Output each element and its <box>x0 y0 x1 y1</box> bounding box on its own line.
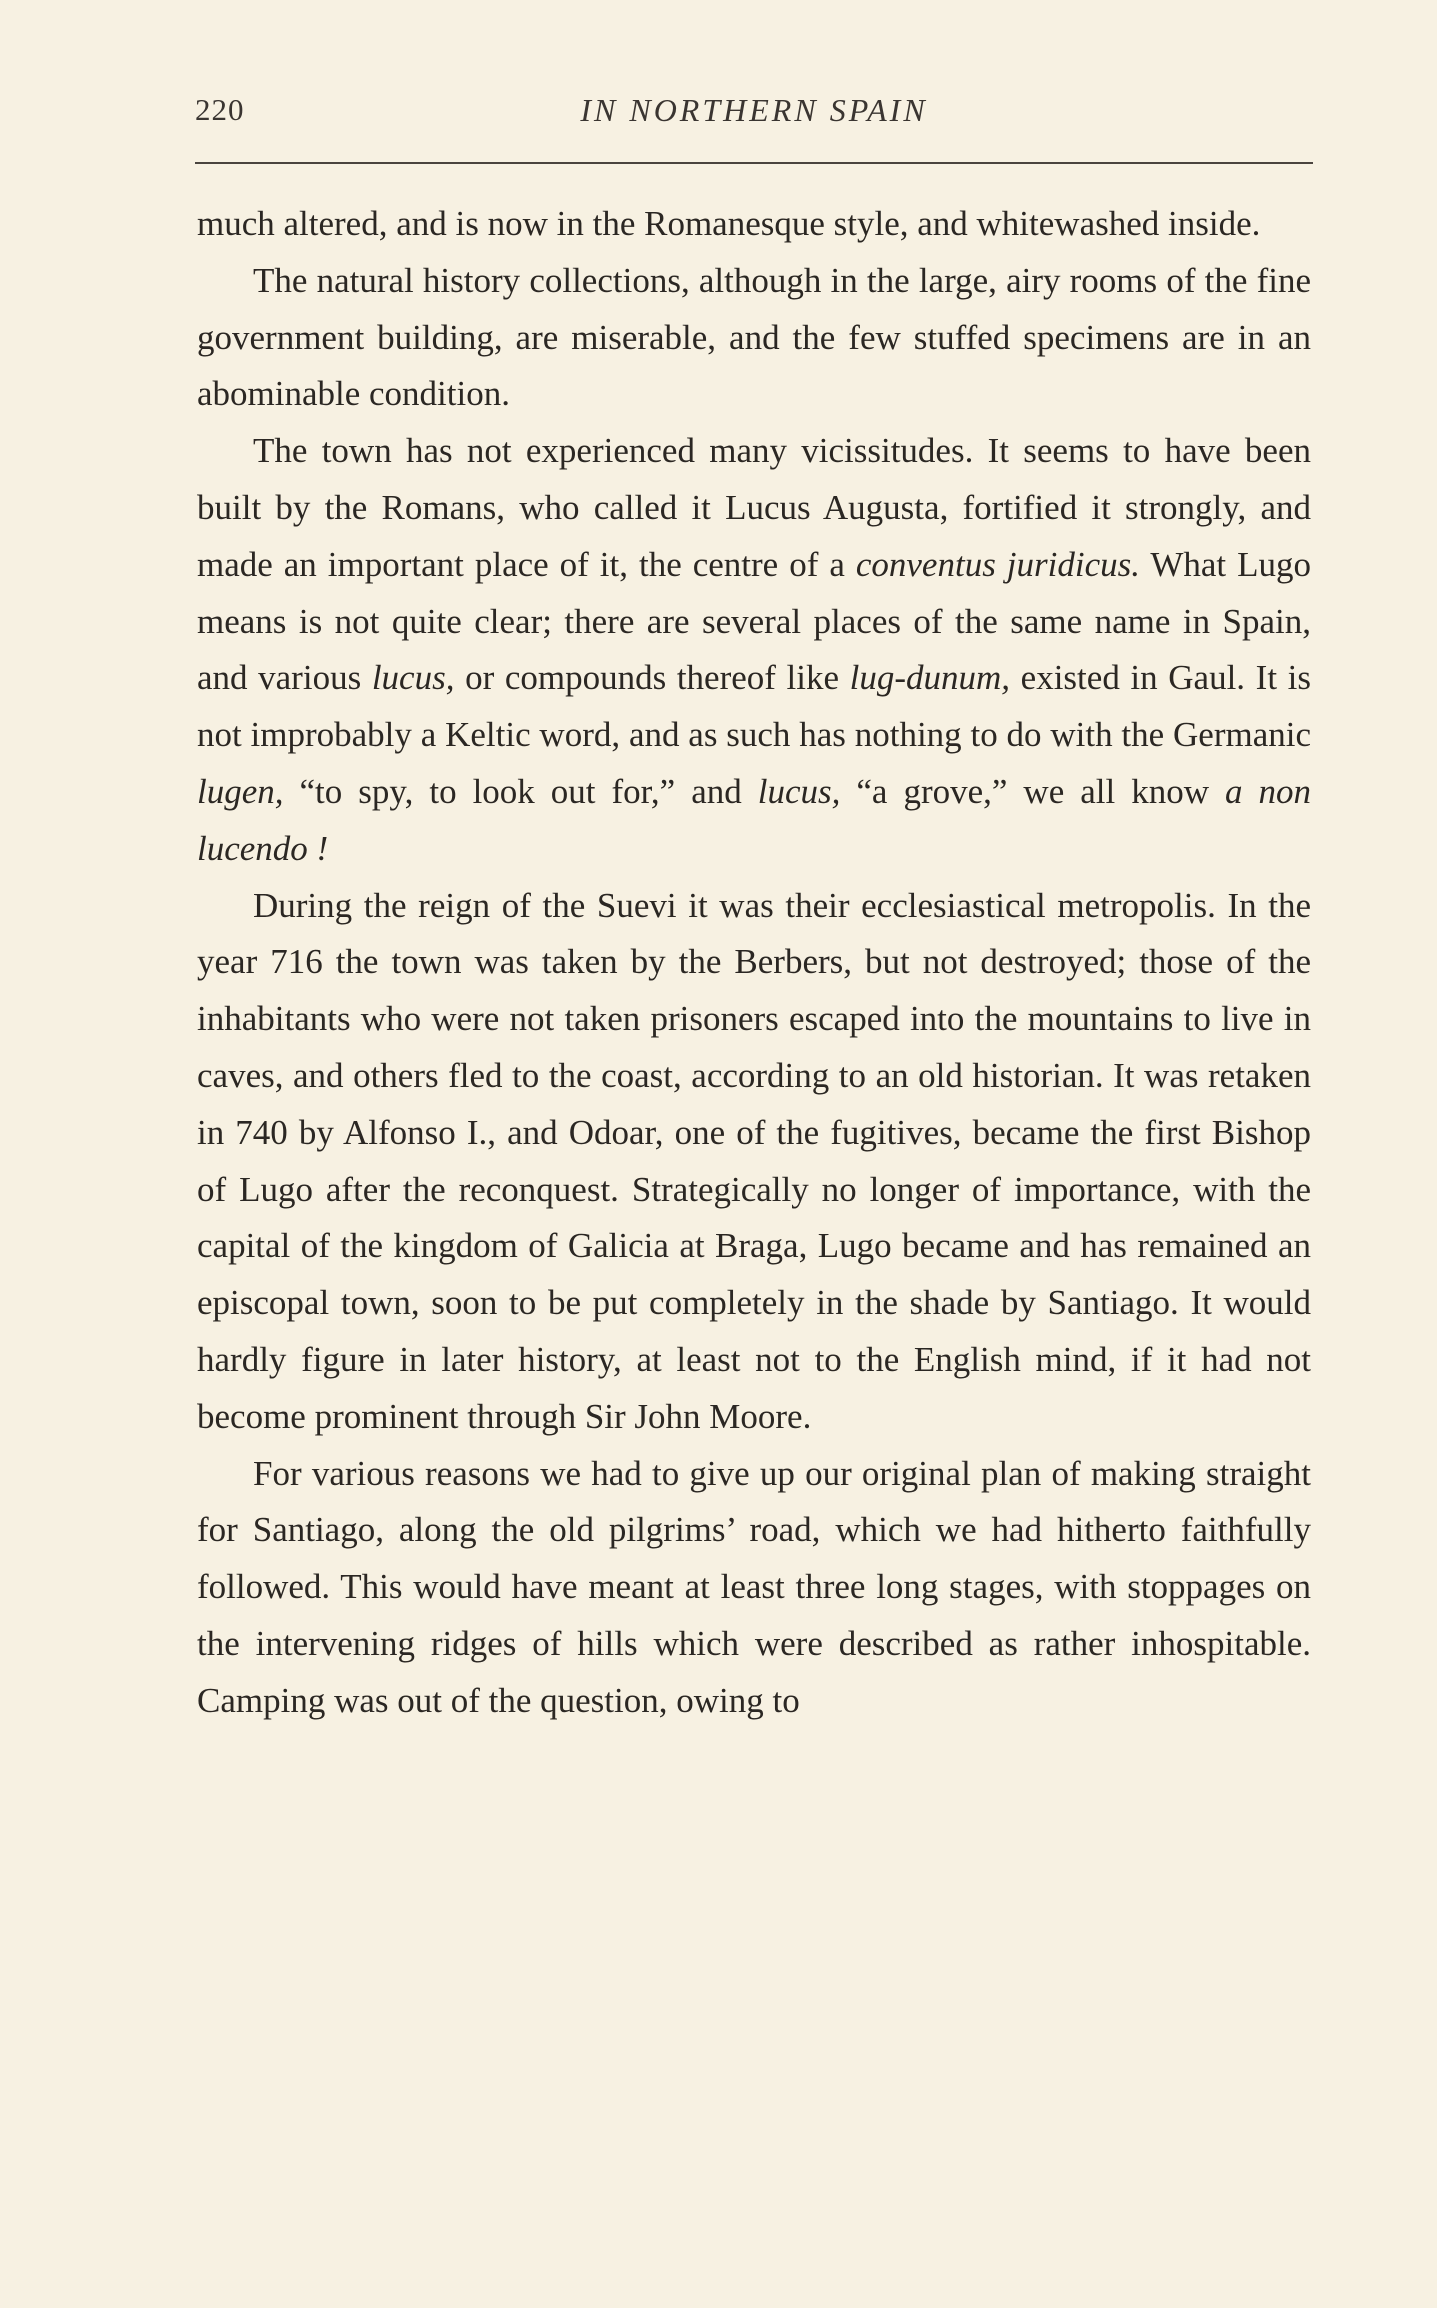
running-title: IN NORTHERN SPAIN <box>580 92 928 128</box>
text-run: The town has not experienced many vicissitudes. It seems to have been built by the Romans, who called it Lucus Augusta, fortified it strongly, and made an important place of it, the centre of a <box>197 431 1311 584</box>
paragraph <box>197 253 1311 423</box>
text-run: The natural history collections, although in the large, airy rooms of the fine government building, are miserable, and the few stuffed specimens are in an abominable condition. <box>197 260 1311 414</box>
page-number: 220 <box>195 92 245 127</box>
running-head <box>195 92 1313 136</box>
paragraph <box>197 878 1311 1446</box>
italic-text: lucus, <box>371 658 455 698</box>
italic-text: a non lucendo ! <box>197 771 1311 868</box>
text-run: or compounds thereof like <box>454 658 850 698</box>
body-text <box>197 196 1311 1730</box>
text-run: What Lugo means is not quite clear; there are several places of the same name in Spain, and various <box>197 544 1312 698</box>
paragraph <box>197 1446 1311 1730</box>
italic-text: conventus juridicus. <box>855 544 1140 584</box>
text-run: For various reasons we had to give up our original plan of making straight for Santiago, along the old pilgrims’ road, which we had hitherto faithfully followed. This would have meant at least three long stages, with stoppages on the intervening ridges of hills which were described as rather inhospitable. Camping was out of the question, owing to <box>197 1453 1311 1720</box>
text-run: During the reign of the Suevi it was their ecclesiastical metropolis. In the year 716 the town was taken by the Berbers, but not destroyed; those of the inhabitants who were not taken prisoners escaped into the mountains to live in caves, and others fled to the coast, according to an old historian. It was retaken in 740 by Alfonso I., and Odoar, one of the fugitives, became the first Bishop of Lugo after the reconquest. Strategically no longer of importance, with the capital of the kingdom of Galicia at Braga, Lugo became and has remained an episcopal town, soon to be put completely in the shade by Santiago. It would hardly figure in later history, at least not to the English mind, if it had not become prominent through Sir John Moore. <box>197 885 1311 1436</box>
header-rule <box>195 162 1313 164</box>
text-run: existed in Gaul. It is not improbably a Keltic word, and as such has nothing to do with the Germanic <box>197 658 1312 755</box>
text-run: much altered, and is now in the Romanesque style, and whitewashed inside. <box>197 204 1261 243</box>
italic-text: lug-dunum, <box>849 658 1011 698</box>
text-run: “to spy, to look out for,” and <box>283 771 758 811</box>
italic-text: lucus, <box>757 771 841 811</box>
paragraph <box>197 423 1311 877</box>
text-run: “a grove,” we all know <box>840 771 1225 811</box>
italic-text: lugen, <box>197 771 284 811</box>
paragraph <box>197 196 1311 253</box>
